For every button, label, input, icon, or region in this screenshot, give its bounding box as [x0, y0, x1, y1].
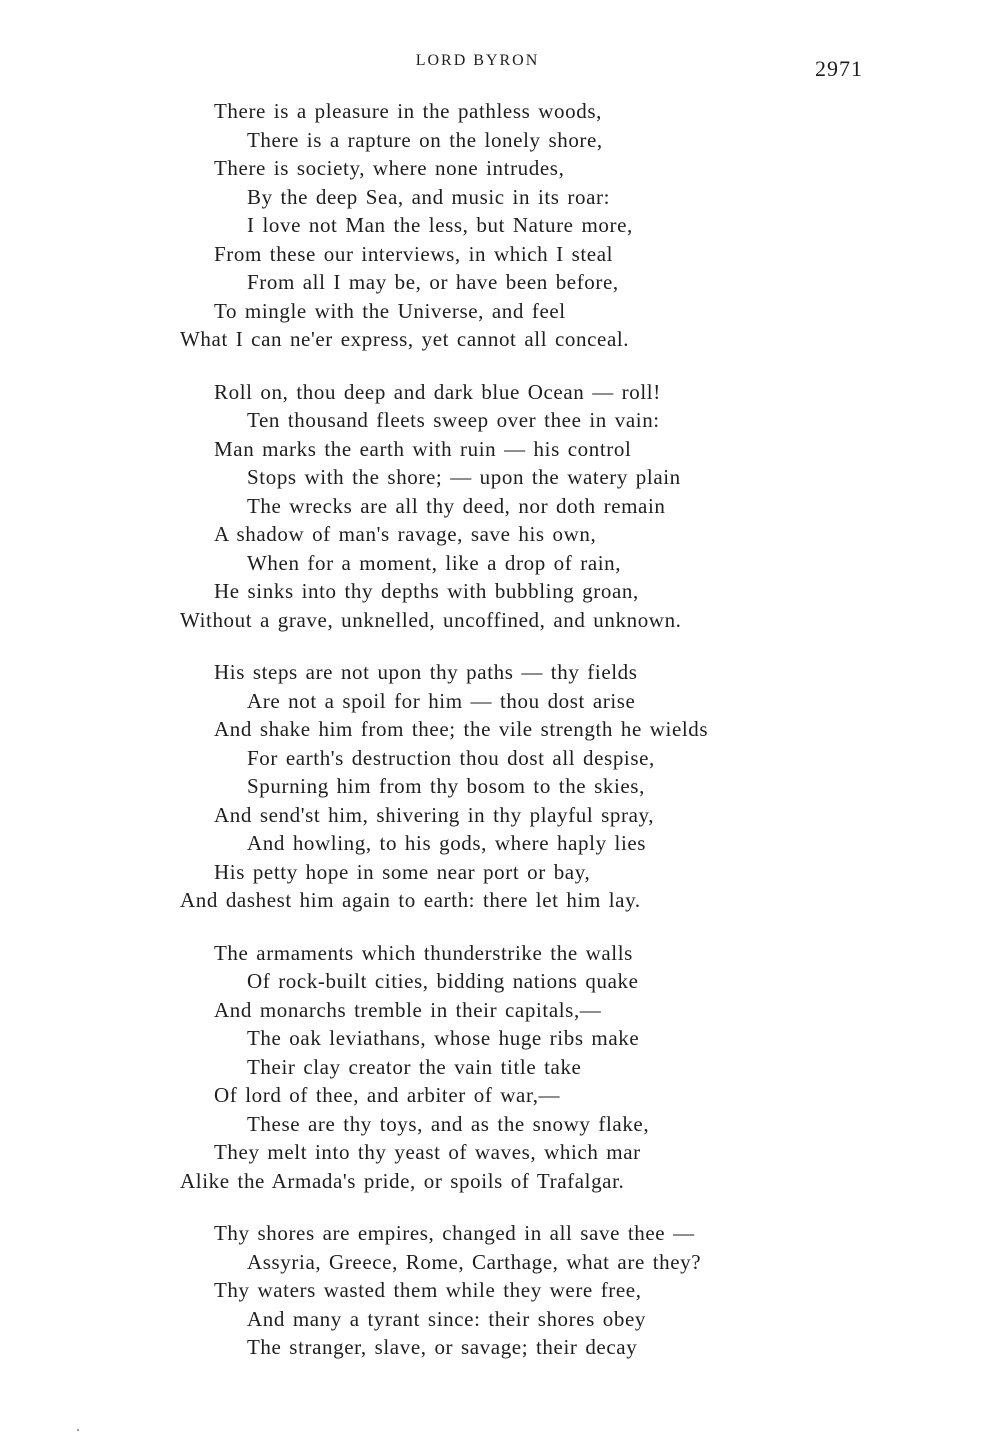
poem-line: Ten thousand fleets sweep over thee in vain:	[247, 408, 660, 432]
poem-line: I love not Man the less, but Nature more,	[247, 213, 633, 237]
poem-line: Thy waters wasted them while they were free,	[214, 1278, 642, 1302]
poem-line: Stops with the shore; — upon the watery plain	[247, 465, 681, 489]
poem-line: From these our interviews, in which I steal	[214, 241, 614, 266]
poem-line: Roll on, thou deep and dark blue Ocean — roll!	[214, 379, 661, 404]
poem-line: Alike the Armada's pride, or spoils of Trafalgar.	[180, 1168, 625, 1193]
poem-line: Of rock-built cities, bidding nations quake	[247, 969, 639, 993]
stanza	[180, 378, 860, 635]
poem-line: By the deep Sea, and music in its roar:	[247, 184, 611, 209]
poem-line: Man marks the earth with ruin — his control	[214, 436, 632, 461]
poem-line: Spurning him from thy bosom to the skies,	[247, 774, 645, 798]
poem-line: Without a grave, unknelled, uncoffined, and unknown.	[180, 607, 682, 632]
poem-line: Of lord of thee, and arbiter of war,—	[214, 1083, 561, 1107]
poem-line: Their clay creator the vain title take	[247, 1054, 582, 1079]
poem-line: There is a pleasure in the pathless woods,	[214, 99, 602, 123]
poem-line: For earth's destruction thou dost all despise,	[247, 745, 655, 770]
stanza	[180, 97, 860, 354]
poem-line: The armaments which thunderstrike the walls	[214, 940, 633, 965]
running-title: LORD BYRON	[415, 52, 540, 69]
stanza	[180, 1219, 860, 1362]
poem-line: A shadow of man's ravage, save his own,	[214, 522, 597, 546]
stanza	[180, 658, 860, 915]
poem-line: His steps are not upon thy paths — thy fields	[214, 660, 638, 684]
poem-line: The stranger, slave, or savage; their decay	[247, 1335, 638, 1359]
poem-line: And send'st him, shivering in thy playful spray,	[214, 802, 655, 827]
poem-line: And many a tyrant since: their shores obey	[247, 1306, 647, 1331]
stanza	[180, 939, 860, 1196]
poem-line: There is society, where none intrudes,	[214, 156, 565, 180]
poem-line: The oak leviathans, whose huge ribs make	[247, 1026, 640, 1050]
poem-line: They melt into thy yeast of waves, which mar	[214, 1140, 641, 1164]
poem-line: These are thy toys, and as the snowy flake,	[247, 1111, 650, 1136]
poem	[180, 97, 860, 1386]
poem-line: From all I may be, or have been before,	[247, 270, 619, 294]
poem-line: And dashest him again to earth: there let him lay.	[180, 888, 641, 912]
poem-line: The wrecks are all thy deed, nor doth remain	[247, 493, 666, 518]
poem-line: Assyria, Greece, Rome, Carthage, what are they?	[247, 1249, 702, 1274]
poem-line: Thy shores are empires, changed in all save thee —	[214, 1221, 695, 1245]
poem-line: And shake him from thee; the vile strength he wields	[214, 717, 709, 741]
poem-line: There is a rapture on the lonely shore,	[247, 127, 603, 152]
poem-line: He sinks into thy depths with bubbling groan,	[214, 579, 639, 603]
print-speck	[77, 1429, 79, 1431]
poem-line: What I can ne'er express, yet cannot all conceal.	[180, 327, 630, 351]
poem-line: To mingle with the Universe, and feel	[214, 298, 566, 323]
poem-line: And howling, to his gods, where haply lies	[247, 831, 647, 855]
page-number: 2971	[815, 56, 863, 81]
poem-line: His petty hope in some near port or bay,	[214, 859, 591, 884]
poem-line: When for a moment, like a drop of rain,	[247, 550, 622, 575]
poem-line: And monarchs tremble in their capitals,—	[214, 997, 602, 1022]
poem-line: Are not a spoil for him — thou dost arise	[247, 688, 636, 713]
